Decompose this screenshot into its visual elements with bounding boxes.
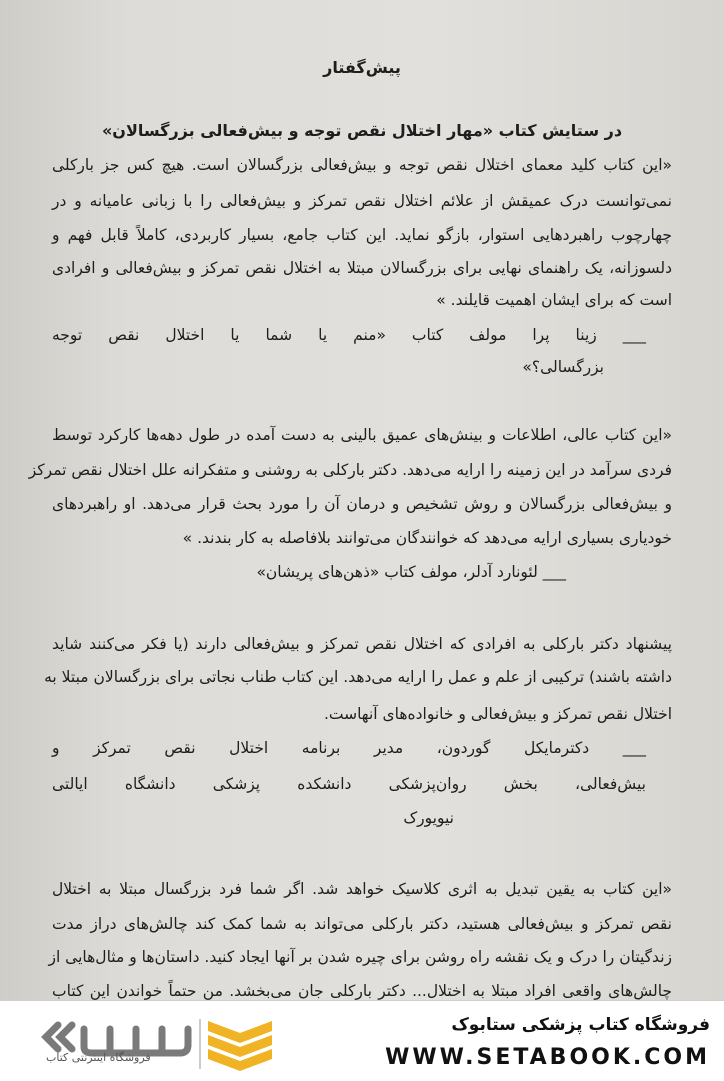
paragraph-line: داشته باشند) ترکیبی از علم و عمل را ارایه می‌دهد. این کتاب طناب نجاتی برای بزرگسالان مبتلا به <box>44 668 672 686</box>
paragraph-line: خودیاری بسیاری ارایه می‌دهد که خوانندگان می‌توانند بلافاصله به کار بندند. » <box>182 529 672 547</box>
paragraph-line: «این کتاب کلید معمای اختلال نقص توجه و بیش‌فعالی بزرگسالان است. هیچ کس جز بارکلی <box>52 156 672 174</box>
attribution-line: ___ دکترمایکل گوردون، مدیر برنامه اختلال نقص تمرکز و <box>52 739 646 757</box>
attribution-line: بزرگسالی؟» <box>522 358 604 376</box>
paragraph-line: چهارچوب راهبردهایی استوار، بازگو نماید. این کتاب جامع، بسیار کاربردی، کاملاً قابل فهم و <box>52 226 672 244</box>
store-name: فروشگاه کتاب پزشکی ستابوک <box>451 1015 710 1035</box>
paragraph-line: پیشنهاد دکتر بارکلی به افرادی که اختلال نقص تمرکز و بیش‌فعالی دارند (یا فکر می‌کنند شاید <box>52 635 672 653</box>
paragraph-line: «این کتاب عالی، اطلاعات و بینش‌های عمیق بالینی به دست آمده در طول دهه‌ها کارکرد توسط <box>52 426 672 444</box>
paragraph-line: اختلال نقص تمرکز و بیش‌فعالی و خانواده‌های آنهاست. <box>323 705 672 723</box>
attribution-line: بیش‌فعالی، بخش روان‌پزشکی دانشکده پزشکی دانشگاه ایالتی <box>52 775 646 793</box>
attribution-line: ___ زینا پرا مولف کتاب «منم یا شما یا اختلال نقص توجه <box>52 326 646 344</box>
logo-subtitle: فروشگاه اینترنتی کتاب <box>46 1051 151 1064</box>
paragraph-line: فردی سرآمد در این زمینه را ارایه می‌دهد. دکتر بارکلی به روشنی و متفکرانه علل اختلال نقص تمرکز <box>28 461 672 479</box>
store-banner <box>0 1000 724 1081</box>
paragraph-line: نقص تمرکز و بیش‌فعالی هستید، دکتر بارکلی می‌تواند به شما کمک کند چالش‌های دراز مدت <box>52 915 672 933</box>
paragraph-line: زندگیتان را درک و یک نقشه راه روشن برای چیره شدن بر آنها ایجاد کنید. داستان‌ها و مثال‌هایی از <box>48 948 672 966</box>
paragraph-line: چالش‌های واقعی افراد مبتلا به اختلال... دکتر بارکلی جان می‌بخشد. من حتماً خواندن این کتاب <box>52 982 672 1000</box>
paragraph-line: نمی‌توانست درک عمیقش از علائم اختلال نقص تمرکز و بیش‌فعالی را با زبانی عامیانه و در <box>52 192 672 210</box>
section-heading: در ستایش کتاب «مهار اختلال نقص توجه و بیش‌فعالی بزرگسالان» <box>101 121 623 140</box>
attribution-line: نیویورک <box>403 809 454 827</box>
chevron-stack-icon <box>208 1021 272 1071</box>
paragraph-line: «این کتاب به یقین تبدیل به اثری کلاسیک خواهد شد. اگر شما فرد بزرگسال مبتلا به اختلال <box>52 880 672 898</box>
paragraph-line: است که برای ایشان اهمیت قایلند. » <box>436 291 672 309</box>
setabook-logo <box>40 1013 280 1073</box>
store-url[interactable]: WWW.SETABOOK.COM <box>385 1045 710 1070</box>
page-title: پیش‌گفتار <box>323 58 401 77</box>
paragraph-line: دلسوزانه، یک راهنمای نهایی برای بزرگسالان مبتلا به اختلال نقص تمرکز و بیش‌فعالی و افرادی <box>52 259 672 277</box>
attribution-line: ___ لئونارد آدلر، مولف کتاب «ذهن‌های پریشان» <box>256 563 566 581</box>
paragraph-line: و بیش‌فعالی بزرگسالان و روش تشخیص و درمان آن را مورد بحث قرار می‌دهد. او راهبردهای <box>52 495 672 513</box>
